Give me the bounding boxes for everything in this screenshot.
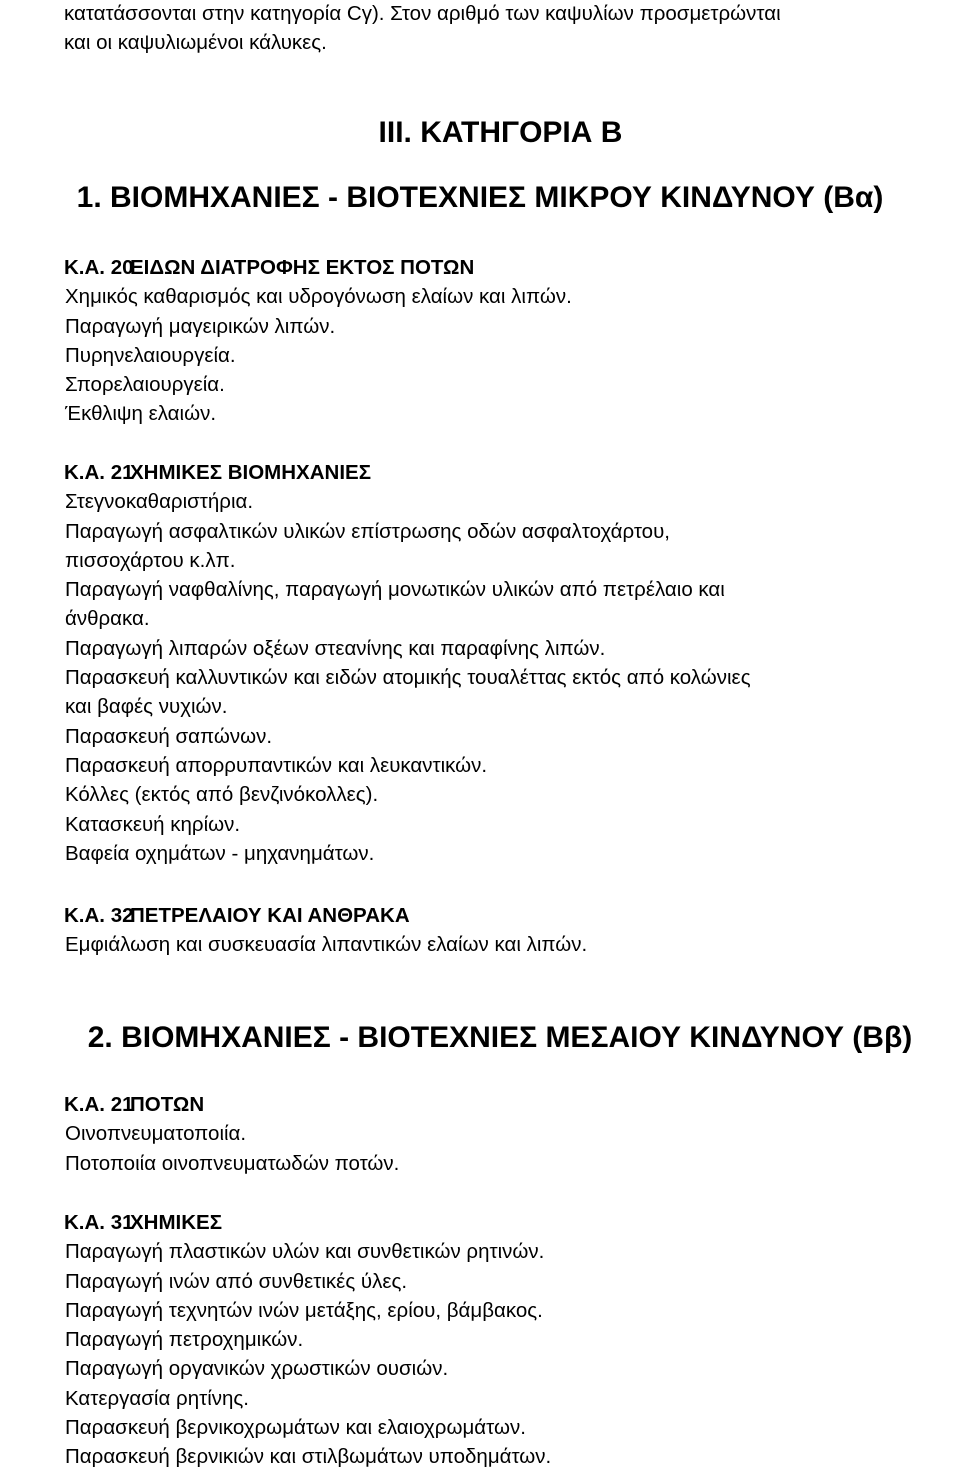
list-item: Στεγνοκαθαριστήρια. <box>65 490 254 514</box>
section-1-heading: 1. ΒΙΟΜΗΧΑΝΙΕΣ - ΒΙΟΤΕΧΝΙΕΣ ΜΙΚΡΟΥ ΚΙΝΔΥΝΟΥ (Βα) <box>76 181 884 214</box>
section-1-block-ka20 <box>64 253 944 429</box>
list-item: και βαφές νυχιών. <box>65 695 228 719</box>
block-code: Κ.Α. 31 <box>64 1211 134 1234</box>
list-item: Παραγωγή τεχνητών ινών μετάξης, ερίου, βάμβακος. <box>65 1298 543 1322</box>
list-item: Παραγωγή ασφαλτικών υλικών επίστρωσης οδών ασφαλτοχάρτου, <box>65 519 670 543</box>
list-item: Βαφεία οχημάτων - μηχανημάτων. <box>65 841 375 865</box>
list-item: Σπορελαιουργεία. <box>65 373 225 397</box>
block-code: Κ.Α. 21 <box>64 461 134 484</box>
list-item: Κόλλες (εκτός από βενζινόκολλες). <box>65 783 379 807</box>
section-2-heading: 2. ΒΙΟΜΗΧΑΝΙΕΣ - ΒΙΟΤΕΧΝΙΕΣ ΜΕΣΑΙΟΥ ΚΙΝΔΥΝΟΥ (Ββ) <box>87 1021 913 1054</box>
block-items <box>65 1119 944 1178</box>
block-title: ΧΗΜΙΚΕΣ ΒΙΟΜΗΧΑΝΙΕΣ <box>130 461 372 484</box>
block-items <box>65 1237 944 1471</box>
block-header <box>64 458 944 487</box>
list-item: Παραγωγή πετροχημικών. <box>65 1328 304 1352</box>
list-item: Παρασκευή βερνικιών και στιλβωμάτων υποδημάτων. <box>65 1445 552 1469</box>
list-item: Παρασκευή απορρυπαντικών και λευκαντικών. <box>65 753 488 777</box>
block-header <box>64 253 944 282</box>
list-item: Εμφιάλωση και συσκευασία λιπαντικών ελαίων και λιπών. <box>65 933 588 957</box>
category-heading: III. ΚΑΤΗΓΟΡΙΑ Β <box>378 116 623 149</box>
block-items <box>65 282 944 428</box>
list-item: Παρασκευή βερνικοχρωμάτων και ελαιοχρωμάτων. <box>65 1416 526 1440</box>
intro-line: και οι καψυλιωμένοι κάλυκες. <box>64 31 327 55</box>
section-2-block-ka21 <box>64 1090 944 1178</box>
list-item: Παραγωγή οργανικών χρωστικών ουσιών. <box>65 1357 449 1381</box>
list-item: Παραγωγή πλαστικών υλών και συνθετικών ρητινών. <box>65 1240 545 1264</box>
list-item: Χημικός καθαρισμός και υδρογόνωση ελαίων και λιπών. <box>65 285 572 309</box>
block-header <box>64 901 944 930</box>
block-code: Κ.Α. 20 <box>64 256 134 279</box>
block-header <box>64 1208 944 1237</box>
list-item: Ποτοποιία οινοπνευματωδών ποτών. <box>65 1151 400 1175</box>
list-item: Οινοπνευματοποιία. <box>65 1122 247 1146</box>
block-code: Κ.Α. 32 <box>64 904 134 927</box>
list-item: άνθρακα. <box>65 607 150 631</box>
list-item: Παρασκευή σαπώνων. <box>65 724 273 748</box>
block-items <box>65 930 944 959</box>
block-title: ΧΗΜΙΚΕΣ <box>130 1211 223 1234</box>
list-item: Κατεργασία ρητίνης. <box>65 1386 249 1410</box>
block-code: Κ.Α. 21 <box>64 1093 134 1116</box>
intro-paragraph <box>64 0 944 58</box>
list-item: πισσοχάρτου κ.λπ. <box>65 548 236 572</box>
section-1-block-ka32 <box>64 901 944 960</box>
section-1-block-ka21 <box>64 458 944 868</box>
block-title: ΠΕΤΡΕΛΑΙΟΥ ΚΑΙ ΑΝΘΡΑΚΑ <box>130 904 410 927</box>
list-item: Παραγωγή λιπαρών οξέων στεανίνης και παραφίνης λιπών. <box>65 636 606 660</box>
intro-line: κατατάσσονται στην κατηγορία Cγ). Στον αριθμό των καψυλίων προσμετρώνται <box>64 2 781 25</box>
block-header <box>64 1090 944 1119</box>
block-title: ΠΟΤΩΝ <box>130 1093 205 1116</box>
block-items <box>65 487 944 868</box>
list-item: Παραγωγή ναφθαλίνης, παραγωγή μονωτικών υλικών από πετρέλαιο και <box>65 578 725 602</box>
list-item: Πυρηνελαιουργεία. <box>65 343 236 367</box>
list-item: Έκθλιψη ελαιών. <box>65 402 217 426</box>
block-title: ΕΙΔΩΝ ΔΙΑΤΡΟΦΗΣ ΕΚΤΟΣ ΠΟΤΩΝ <box>130 256 475 279</box>
list-item: Κατασκευή κηρίων. <box>65 812 241 836</box>
list-item: Παραγωγή ινών από συνθετικές ύλες. <box>65 1269 408 1293</box>
section-2-block-ka31 <box>64 1208 944 1472</box>
list-item: Παραγωγή μαγειρικών λιπών. <box>65 314 336 338</box>
list-item: Παρασκευή καλλυντικών και ειδών ατομικής τουαλέττας εκτός από κολώνιες <box>65 666 751 690</box>
